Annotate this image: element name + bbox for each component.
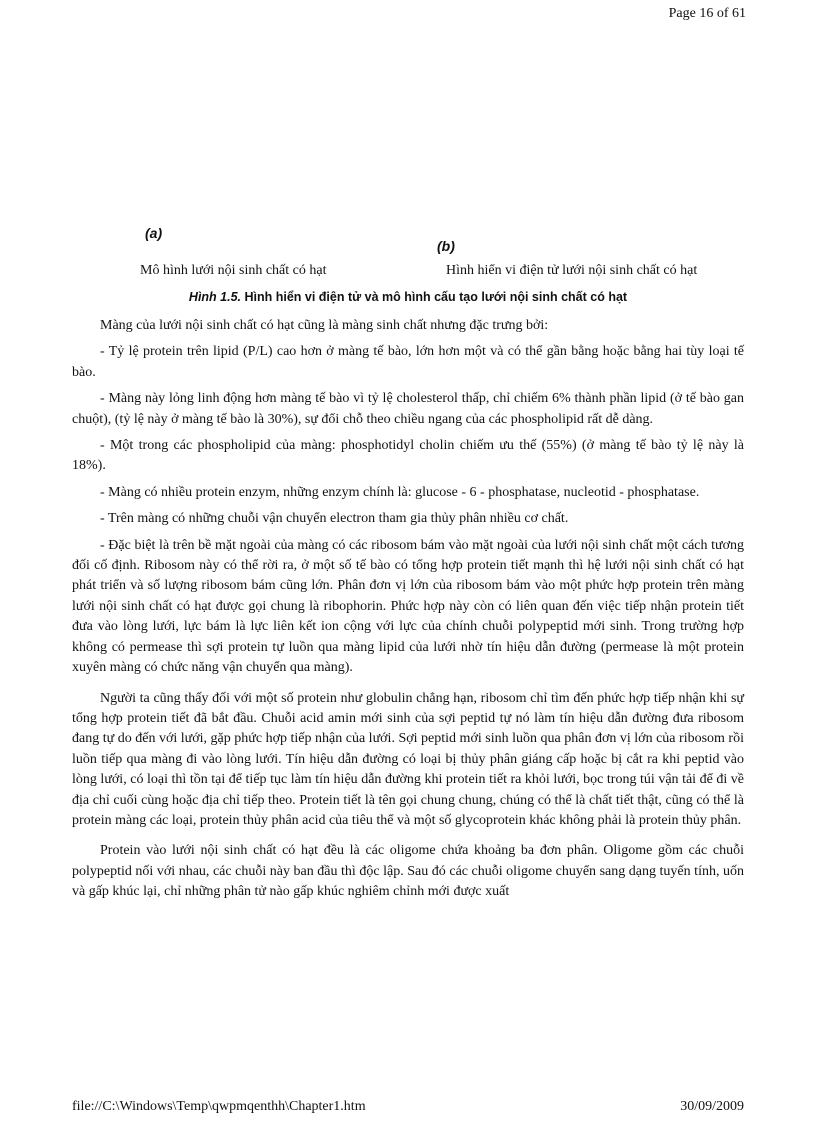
figure-title-prefix: Hình 1.5. — [188, 290, 242, 304]
paragraph: Màng của lưới nội sinh chất có hạt cũng là màng sinh chất nhưng đặc trưng bởi: — [100, 318, 549, 333]
paragraph: Protein vào lưới nội sinh chất có hạt đều là các oligome chứa khoảng ba đơn phân. Oligome gồm các chuỗi polypeptid nối với nhau, các chuỗi này ban đầu thì độc lập. Sau đó các chuỗi oligome chuyển sang dạng tuyến tính, uốn và gấp khúc lại, chỉ những phân tử nào gấp khúc nghiêm chỉnh mới được xuất — [72, 843, 744, 900]
footer-date: 30/09/2009 — [680, 1099, 744, 1114]
page-number: Page 16 of 61 — [668, 6, 746, 21]
figure-caption-a: Mô hình lưới nội sinh chất có hạt — [140, 263, 327, 278]
figure-label-a: (a) — [145, 225, 163, 241]
paragraph: - Đặc biệt là trên bề mặt ngoài của màng có các ribosom bám vào mặt ngoài của lưới nội sinh chất một cách tương đối cố định. Ribosom này có thể rời ra, ở một số tế bào có tổng hợp protein tiết mạnh thì hệ lưới nội sinh chất có hạt phát triển và số lượng ribosom bám cũng lớn. Phân đơn vị lớn của ribosom bám vào một phức hợp protein trên màng lưới nội sinh chất có hạt được gọi chung là ribophorin. Phức hợp này còn có liên quan đến việc tiếp nhận protein tiết đưa vào lòng lưới, lực bám là lực liên kết ion cộng với lực của chính chuỗi polypeptid mới sinh. Trong trường hợp không có permease thì sợi protein tự luồn qua màng lipid của lưới nhờ tín hiệu dẫn đường (permease là một protein xuyên màng có chức năng vận chuyển qua màng). — [72, 537, 744, 676]
paragraph: - Một trong các phospholipid của màng: phosphotidyl cholin chiếm ưu thế (55%) (ở màng tế bào tỷ lệ này là 18%). — [72, 438, 744, 474]
paragraph: Người ta cũng thấy đối với một số protein như globulin chẳng hạn, ribosom chỉ tìm đến phức hợp tiếp nhận khi sự tổng hợp protein tiết đã bắt đầu. Chuỗi acid amin mới sinh của sợi peptid tự nó làm tín hiệu dẫn đường đưa ribosom đang tự do đến với lưới, gặp phức hợp tiếp nhận của lưới. Sợi peptid mới sinh luồn qua phân đơn vị lớn của ribosom rồi luồn tiếp qua màng đi vào lòng lưới. Tín hiệu dẫn đường có loại bị thủy phân giáng cấp hoặc bị cắt ra khi peptid vào lòng lưới, có loại thì tồn tại để tiếp tục làm tín hiệu dẫn đường khi protein tiết ra khỏi lưới, bọc trong túi vận tải để đi về địa chỉ cuối cùng hoặc địa chỉ tiếp theo. Protein tiết là tên gọi chung chung, chúng có thể là chất tiết thật, cũng có thể là protein màng các loại, protein thủy phân acid của tiêu thể và một số glycoprotein khác không phải là protein thủy phân. — [72, 690, 744, 828]
figure-label-b: (b) — [437, 238, 455, 254]
paragraph: - Tỷ lệ protein trên lipid (P/L) cao hơn ở màng tế bào, lớn hơn một và có thể gần bằng hoặc bằng hai tùy loại tế bào. — [72, 344, 744, 380]
paragraph: - Trên màng có những chuỗi vận chuyển electron tham gia thủy phân nhiều cơ chất. — [100, 511, 569, 527]
paragraph: - Màng có nhiều protein enzym, những enzym chính là: glucose - 6 - phosphatase, nucleotid - phosphatase. — [100, 484, 700, 500]
footer-file-path: file://C:\Windows\Temp\qwpmqenthh\Chapter1.htm — [72, 1099, 366, 1114]
figure-title-text: Hình hiển vi điện tử và mô hình cấu tạo lưới nội sinh chất có hạt — [241, 290, 628, 304]
figure-title — [0, 290, 816, 304]
figure-caption-b: Hình hiển vi điện tử lưới nội sinh chất có hạt — [446, 263, 698, 278]
body-text — [72, 316, 744, 909]
paragraph: - Màng này lỏng linh động hơn màng tế bào vì tỷ lệ cholesterol thấp, chỉ chiếm 6% thành phần lipid (ở tế bào gan chuột), (tỷ lệ này ở màng tế bào là 30%), sự đổi chỗ theo chiều ngang của các phospholipid rất dễ dàng. — [72, 391, 744, 427]
